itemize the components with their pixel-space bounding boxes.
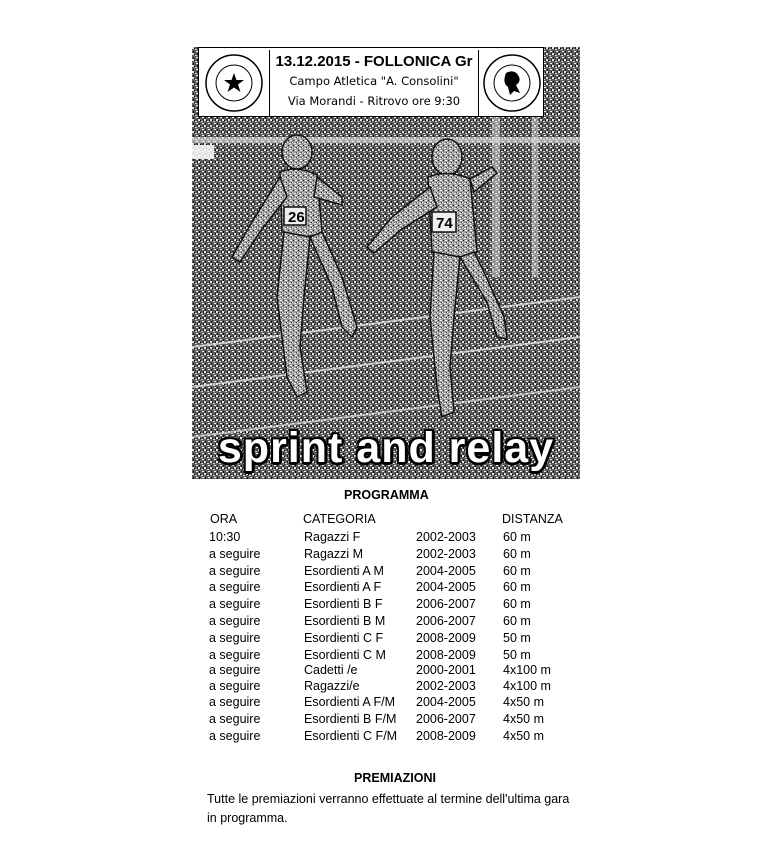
row-time: a seguire	[209, 712, 261, 726]
row-distance: 60 m	[503, 580, 531, 594]
row-distance: 4x50 m	[503, 695, 544, 709]
table-row	[0, 580, 768, 597]
row-category: Esordienti A F/M	[304, 695, 396, 709]
row-time: a seguire	[209, 614, 261, 628]
event-info	[269, 50, 479, 116]
row-distance: 4x100 m	[503, 663, 551, 677]
row-years: 2008-2009	[416, 631, 476, 645]
table-row	[0, 712, 768, 729]
row-years: 2008-2009	[416, 648, 476, 662]
table-row	[0, 597, 768, 614]
row-distance: 4x50 m	[503, 729, 544, 743]
column-header-time: ORA	[210, 512, 238, 526]
awards-heading: PREMIAZIONI	[354, 771, 436, 785]
row-category: Ragazzi M	[304, 547, 364, 561]
table-row	[0, 663, 768, 680]
row-time: a seguire	[209, 663, 261, 677]
row-category: Ragazzi/e	[304, 679, 360, 693]
row-distance: 50 m	[503, 648, 531, 662]
row-category: Esordienti B F/M	[304, 712, 397, 726]
program-heading: PROGRAMMA	[344, 488, 429, 502]
poster-title: sprint and relay	[217, 424, 555, 472]
row-years: 2002-2003	[416, 679, 476, 693]
row-category: Esordienti A M	[304, 564, 384, 578]
table-row	[0, 564, 768, 581]
row-category: Esordienti B M	[304, 614, 386, 628]
table-row	[0, 729, 768, 746]
row-distance: 60 m	[503, 614, 531, 628]
row-time: a seguire	[209, 679, 261, 693]
row-category: Esordienti C M	[304, 648, 386, 662]
row-category: Ragazzi F	[304, 530, 361, 544]
row-time: a seguire	[209, 597, 261, 611]
table-row	[0, 614, 768, 631]
table-row	[0, 679, 768, 696]
row-category: Cadetti /e	[304, 663, 358, 677]
row-distance: 60 m	[503, 564, 531, 578]
row-distance: 4x50 m	[503, 712, 544, 726]
row-years: 2006-2007	[416, 614, 476, 628]
column-header-distance: DISTANZA	[502, 512, 563, 526]
row-years: 2004-2005	[416, 580, 476, 594]
row-distance: 60 m	[503, 547, 531, 561]
row-category: Esordienti A F	[304, 580, 382, 594]
row-category: Esordienti B F	[304, 597, 383, 611]
event-address: Via Morandi - Ritrovo ore 9:30	[287, 94, 461, 108]
event-header	[198, 47, 544, 117]
row-years: 2002-2003	[416, 530, 476, 544]
awards-text: Tutte le premiazioni verranno effettuate al termine dell'ultima gara in programma.	[207, 792, 570, 825]
row-years: 2006-2007	[416, 712, 476, 726]
table-row	[0, 530, 768, 547]
row-time: 10:30	[209, 530, 241, 544]
left-bib-number: 26	[288, 209, 305, 226]
table-row	[0, 631, 768, 648]
table-row	[0, 695, 768, 712]
right-bib-number: 74	[436, 215, 453, 232]
row-time: a seguire	[209, 695, 261, 709]
row-time: a seguire	[209, 547, 261, 561]
row-time: a seguire	[209, 564, 261, 578]
atletica-costa-etrusca-logo	[480, 51, 544, 115]
row-years: 2004-2005	[416, 564, 476, 578]
event-date-city: 13.12.2015 - FOLLONICA Gr	[275, 53, 473, 70]
row-years: 2000-2001	[416, 663, 476, 677]
column-header-category: CATEGORIA	[303, 512, 376, 526]
row-time: a seguire	[209, 648, 261, 662]
row-distance: 50 m	[503, 631, 531, 645]
row-distance: 4x100 m	[503, 679, 551, 693]
row-distance: 60 m	[503, 597, 531, 611]
row-years: 2006-2007	[416, 597, 476, 611]
row-category: Esordienti C F/M	[304, 729, 398, 743]
row-time: a seguire	[209, 580, 261, 594]
row-years: 2002-2003	[416, 547, 476, 561]
row-distance: 60 m	[503, 530, 531, 544]
row-time: a seguire	[209, 631, 261, 645]
row-category: Esordienti C F	[304, 631, 384, 645]
atletica-follonica-logo	[202, 51, 266, 115]
table-row	[0, 547, 768, 564]
row-years: 2004-2005	[416, 695, 476, 709]
row-years: 2008-2009	[416, 729, 476, 743]
event-venue: Campo Atletica "A. Consolini"	[289, 74, 459, 88]
row-time: a seguire	[209, 729, 261, 743]
